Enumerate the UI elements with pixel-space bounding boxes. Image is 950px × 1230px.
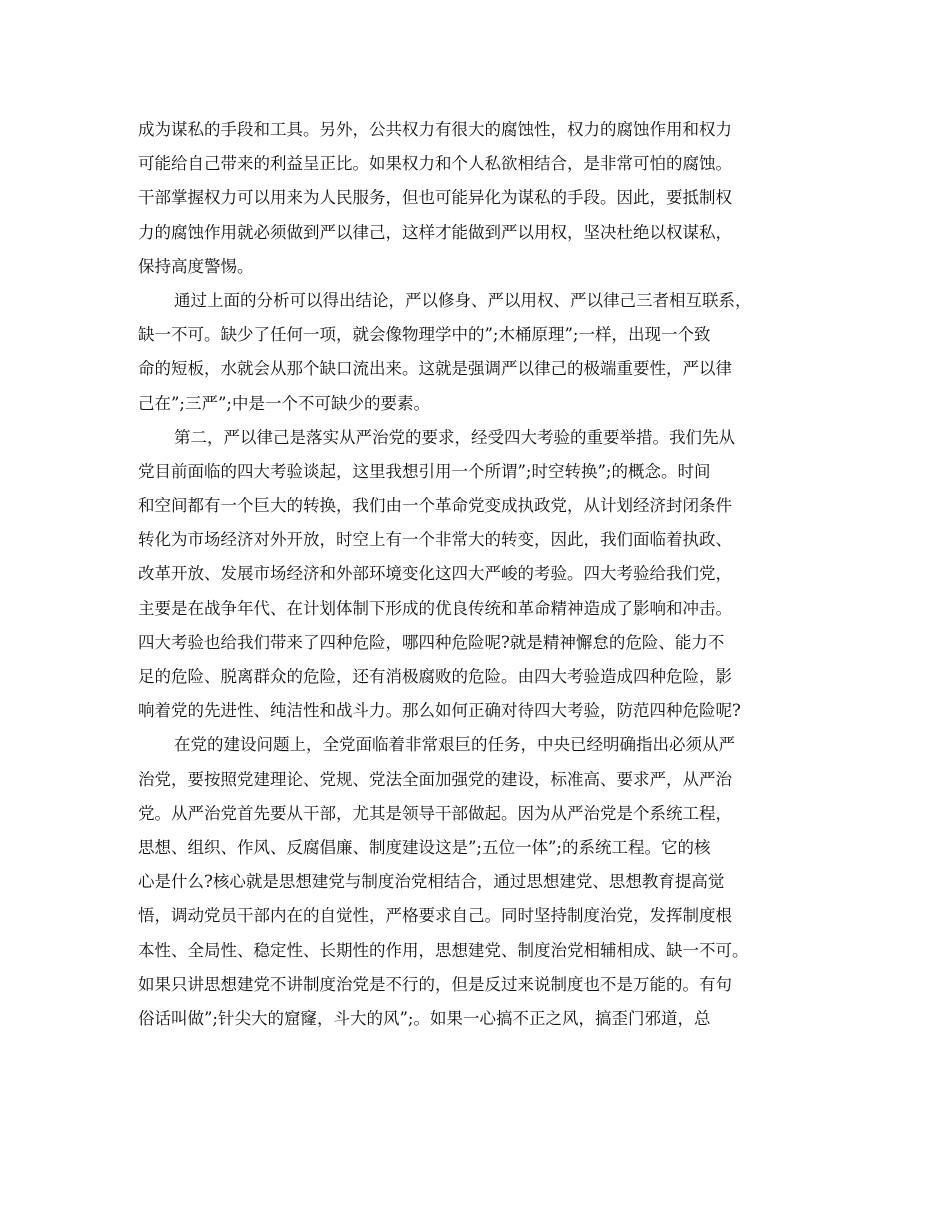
text-line: 力的腐蚀作用就必须做到严以律己，这样才能做到严以用权，坚决杜绝以权谋私， xyxy=(138,222,732,242)
text-line: 心是什么?核心就是思想建党与制度治党相结合，通过思想建党、思想教育提高觉 xyxy=(138,872,725,892)
document-body xyxy=(138,113,818,1036)
text-line: 可能给自己带来的利益呈正比。如果权力和个人私欲相结合，是非常可怕的腐蚀。 xyxy=(138,154,732,174)
text-line: 转化为市场经济对外开放，时空上有一个非常大的转变，因此，我们面临着执政、 xyxy=(138,530,732,550)
text-line: 悟，调动党员干部内在的自觉性，严格要求自己。同时坚持制度治党，发挥制度根 xyxy=(138,906,732,926)
text-line: 俗话叫做”;针尖大的窟窿，斗大的风”;。如果一心搞不正之风，搞歪门邪道，总 xyxy=(138,1008,711,1028)
text-line: 响着党的先进性、纯洁性和战斗力。那么如何正确对待四大考验，防范四种危险呢? xyxy=(138,701,741,721)
text-line: 如果只讲思想建党不讲制度治党是不行的，但是反过来说制度也不是万能的。有句 xyxy=(138,974,732,994)
text-line: 党。从严治党首先要从干部，尤其是领导干部做起。因为从严治党是个系统工程， xyxy=(138,803,732,823)
text-line: 己在”;三严”;中是一个不可缺少的要素。 xyxy=(138,393,430,413)
text-line: 和空间都有一个巨大的转换，我们由一个革命党变成执政党，从计划经济封闭条件 xyxy=(138,496,732,516)
text-line: 在党的建设问题上，全党面临着非常艰巨的任务，中央已经明确指出必须从严 xyxy=(174,735,735,755)
text-line: 命的短板，水就会从那个缺口流出来。这就是强调严以律己的极端重要性，严以律 xyxy=(138,359,732,379)
text-line: 成为谋私的手段和工具。另外，公共权力有很大的腐蚀性，权力的腐蚀作用和权力 xyxy=(138,120,732,139)
text-line: 第二，严以律己是落实从严治党的要求，经受四大考验的重要举措。我们先从 xyxy=(174,427,735,447)
text-line: 足的危险、脱离群众的危险，还有消极腐败的危险。由四大考验造成四种危险，影 xyxy=(138,667,732,686)
text-line: 改革开放、发展市场经济和外部环境变化这四大严峻的考验。四大考验给我们党， xyxy=(138,564,732,584)
text-line: 党目前面临的四大考验谈起，这里我想引用一个所谓”;时空转换”;的概念。时间 xyxy=(138,461,711,481)
text-line: 干部掌握权力可以用来为人民服务，但也可能异化为谋私的手段。因此，要抵制权 xyxy=(138,188,732,208)
text-line: 思想、组织、作风、反腐倡廉、制度建设这是”;五位一体”;的系统工程。它的核 xyxy=(138,837,711,857)
text-line: 缺一不可。缺少了任何一项，就会像物理学中的”;木桶原理”;一样，出现一个致 xyxy=(138,325,711,345)
text-line: 本性、全局性、稳定性、长期性的作用，思想建党、制度治党相辅相成、缺一不可。 xyxy=(138,940,749,960)
text-line: 四大考验也给我们带来了四种危险，哪四种危险呢?就是精神懈怠的危险、能力不 xyxy=(138,632,725,652)
text-line: 治党，要按照党建理论、党规、党法全面加强党的建设，标准高、要求严，从严治 xyxy=(138,769,732,789)
text-line: 保持高度警惕。 xyxy=(138,256,254,276)
text-line: 主要是在战争年代、在计划体制下形成的优良传统和革命精神造成了影响和冲击。 xyxy=(138,598,732,618)
text-line: 通过上面的分析可以得出结论，严以修身、严以用权、严以律己三者相互联系， xyxy=(174,290,752,310)
